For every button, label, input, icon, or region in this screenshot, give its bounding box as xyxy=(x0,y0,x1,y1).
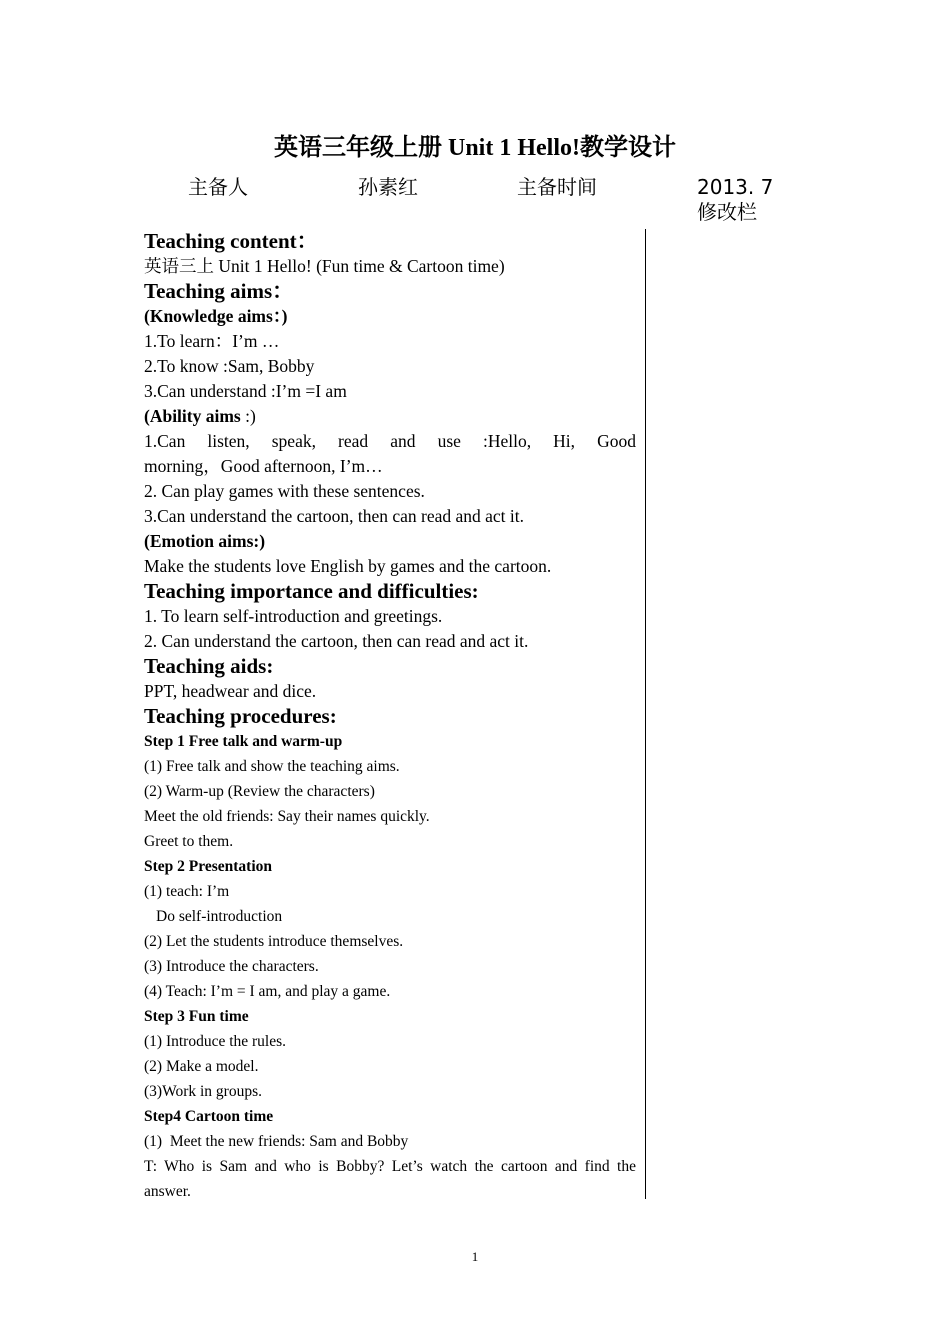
ability-aims-heading xyxy=(144,404,636,429)
step2-title: Step 2 Presentation xyxy=(144,858,273,875)
knowledge-aim-1: 1.To learn：I’m … xyxy=(144,331,280,351)
step1-item-1: (1) Free talk and show the teaching aims. xyxy=(144,758,400,775)
step2-item-2: (2) Let the students introduce themselves. xyxy=(144,933,404,950)
preparer-name: 孙素红 xyxy=(358,175,418,199)
lesson-plan-body xyxy=(144,229,636,1204)
ability-aim-2: 2. Can play games with these sentences. xyxy=(144,481,425,501)
step4-item-2 xyxy=(144,1154,636,1204)
teaching-aims-heading: Teaching aims： xyxy=(144,279,294,303)
step2-item-1b: Do self-introduction xyxy=(156,908,283,925)
ability-aim-1 xyxy=(144,429,636,479)
importance-heading: Teaching importance and difficulties: xyxy=(144,579,479,603)
step4-item-2-line1: T: Who is Sam and who is Bobby? Let’s watch the cartoon and find the xyxy=(144,1158,636,1175)
step2-item-1: (1) teach: I’m xyxy=(144,883,230,900)
teaching-content-text: 英语三上 Unit 1 Hello! (Fun time & Cartoon time) xyxy=(144,256,505,276)
step3-item-2: (2) Make a model. xyxy=(144,1058,259,1075)
teaching-content-heading: Teaching content： xyxy=(144,229,318,253)
step1-item-4: Greet to them. xyxy=(144,833,234,850)
knowledge-aim-2: 2.To know :Sam, Bobby xyxy=(144,356,315,376)
step3-item-3: (3)Work in groups. xyxy=(144,1083,262,1100)
step1-item-2: (2) Warm-up (Review the characters) xyxy=(144,783,375,800)
step4-item-1: (1) Meet the new friends: Sam and Bobby xyxy=(144,1133,409,1150)
step3-item-1: (1) Introduce the rules. xyxy=(144,1033,287,1050)
step2-item-3: (3) Introduce the characters. xyxy=(144,958,319,975)
step4-item-2-line2: answer. xyxy=(144,1183,191,1200)
step4-title: Step4 Cartoon time xyxy=(144,1108,274,1125)
teaching-procedures-heading: Teaching procedures: xyxy=(144,704,337,728)
page-number: 1 xyxy=(471,1249,479,1264)
importance-1: 1. To learn self-introduction and greetings. xyxy=(144,606,443,626)
ability-aim-3: 3.Can understand the cartoon, then can read and act it. xyxy=(144,506,524,526)
step3-title: Step 3 Fun time xyxy=(144,1008,249,1025)
step2-item-4: (4) Teach: I’m = I am, and play a game. xyxy=(144,983,391,1000)
importance-2: 2. Can understand the cartoon, then can read and act it. xyxy=(144,631,529,651)
knowledge-aims-heading: (Knowledge aims：) xyxy=(144,306,288,326)
ability-aims-heading-rest: :) xyxy=(240,406,256,426)
prep-time-label: 主备时间 xyxy=(517,175,597,199)
column-divider xyxy=(645,229,646,1199)
revision-column-label: 修改栏 xyxy=(697,200,757,224)
prep-time-value: 2013. 7 xyxy=(697,175,774,199)
step1-item-3: Meet the old friends: Say their names quickly. xyxy=(144,808,430,825)
emotion-aims-heading: (Emotion aims:) xyxy=(144,531,266,551)
ability-aim-1-line2: morning，Good afternoon, I’m… xyxy=(144,456,383,476)
teaching-aids-heading: Teaching aids: xyxy=(144,654,274,678)
ability-aim-1-line1: 1.Can listen, speak, read and use :Hello, Hi, Good xyxy=(144,431,636,451)
teaching-aids-text: PPT, headwear and dice. xyxy=(144,681,317,701)
knowledge-aim-3: 3.Can understand :I’m =I am xyxy=(144,381,347,401)
emotion-aim-text: Make the students love English by games and the cartoon. xyxy=(144,556,552,576)
step1-title: Step 1 Free talk and warm-up xyxy=(144,733,343,750)
preparer-label: 主备人 xyxy=(188,175,248,199)
document-title: 英语三年级上册 Unit 1 Hello!教学设计 xyxy=(274,135,676,161)
ability-aims-heading-bold: (Ability aims xyxy=(144,406,241,426)
